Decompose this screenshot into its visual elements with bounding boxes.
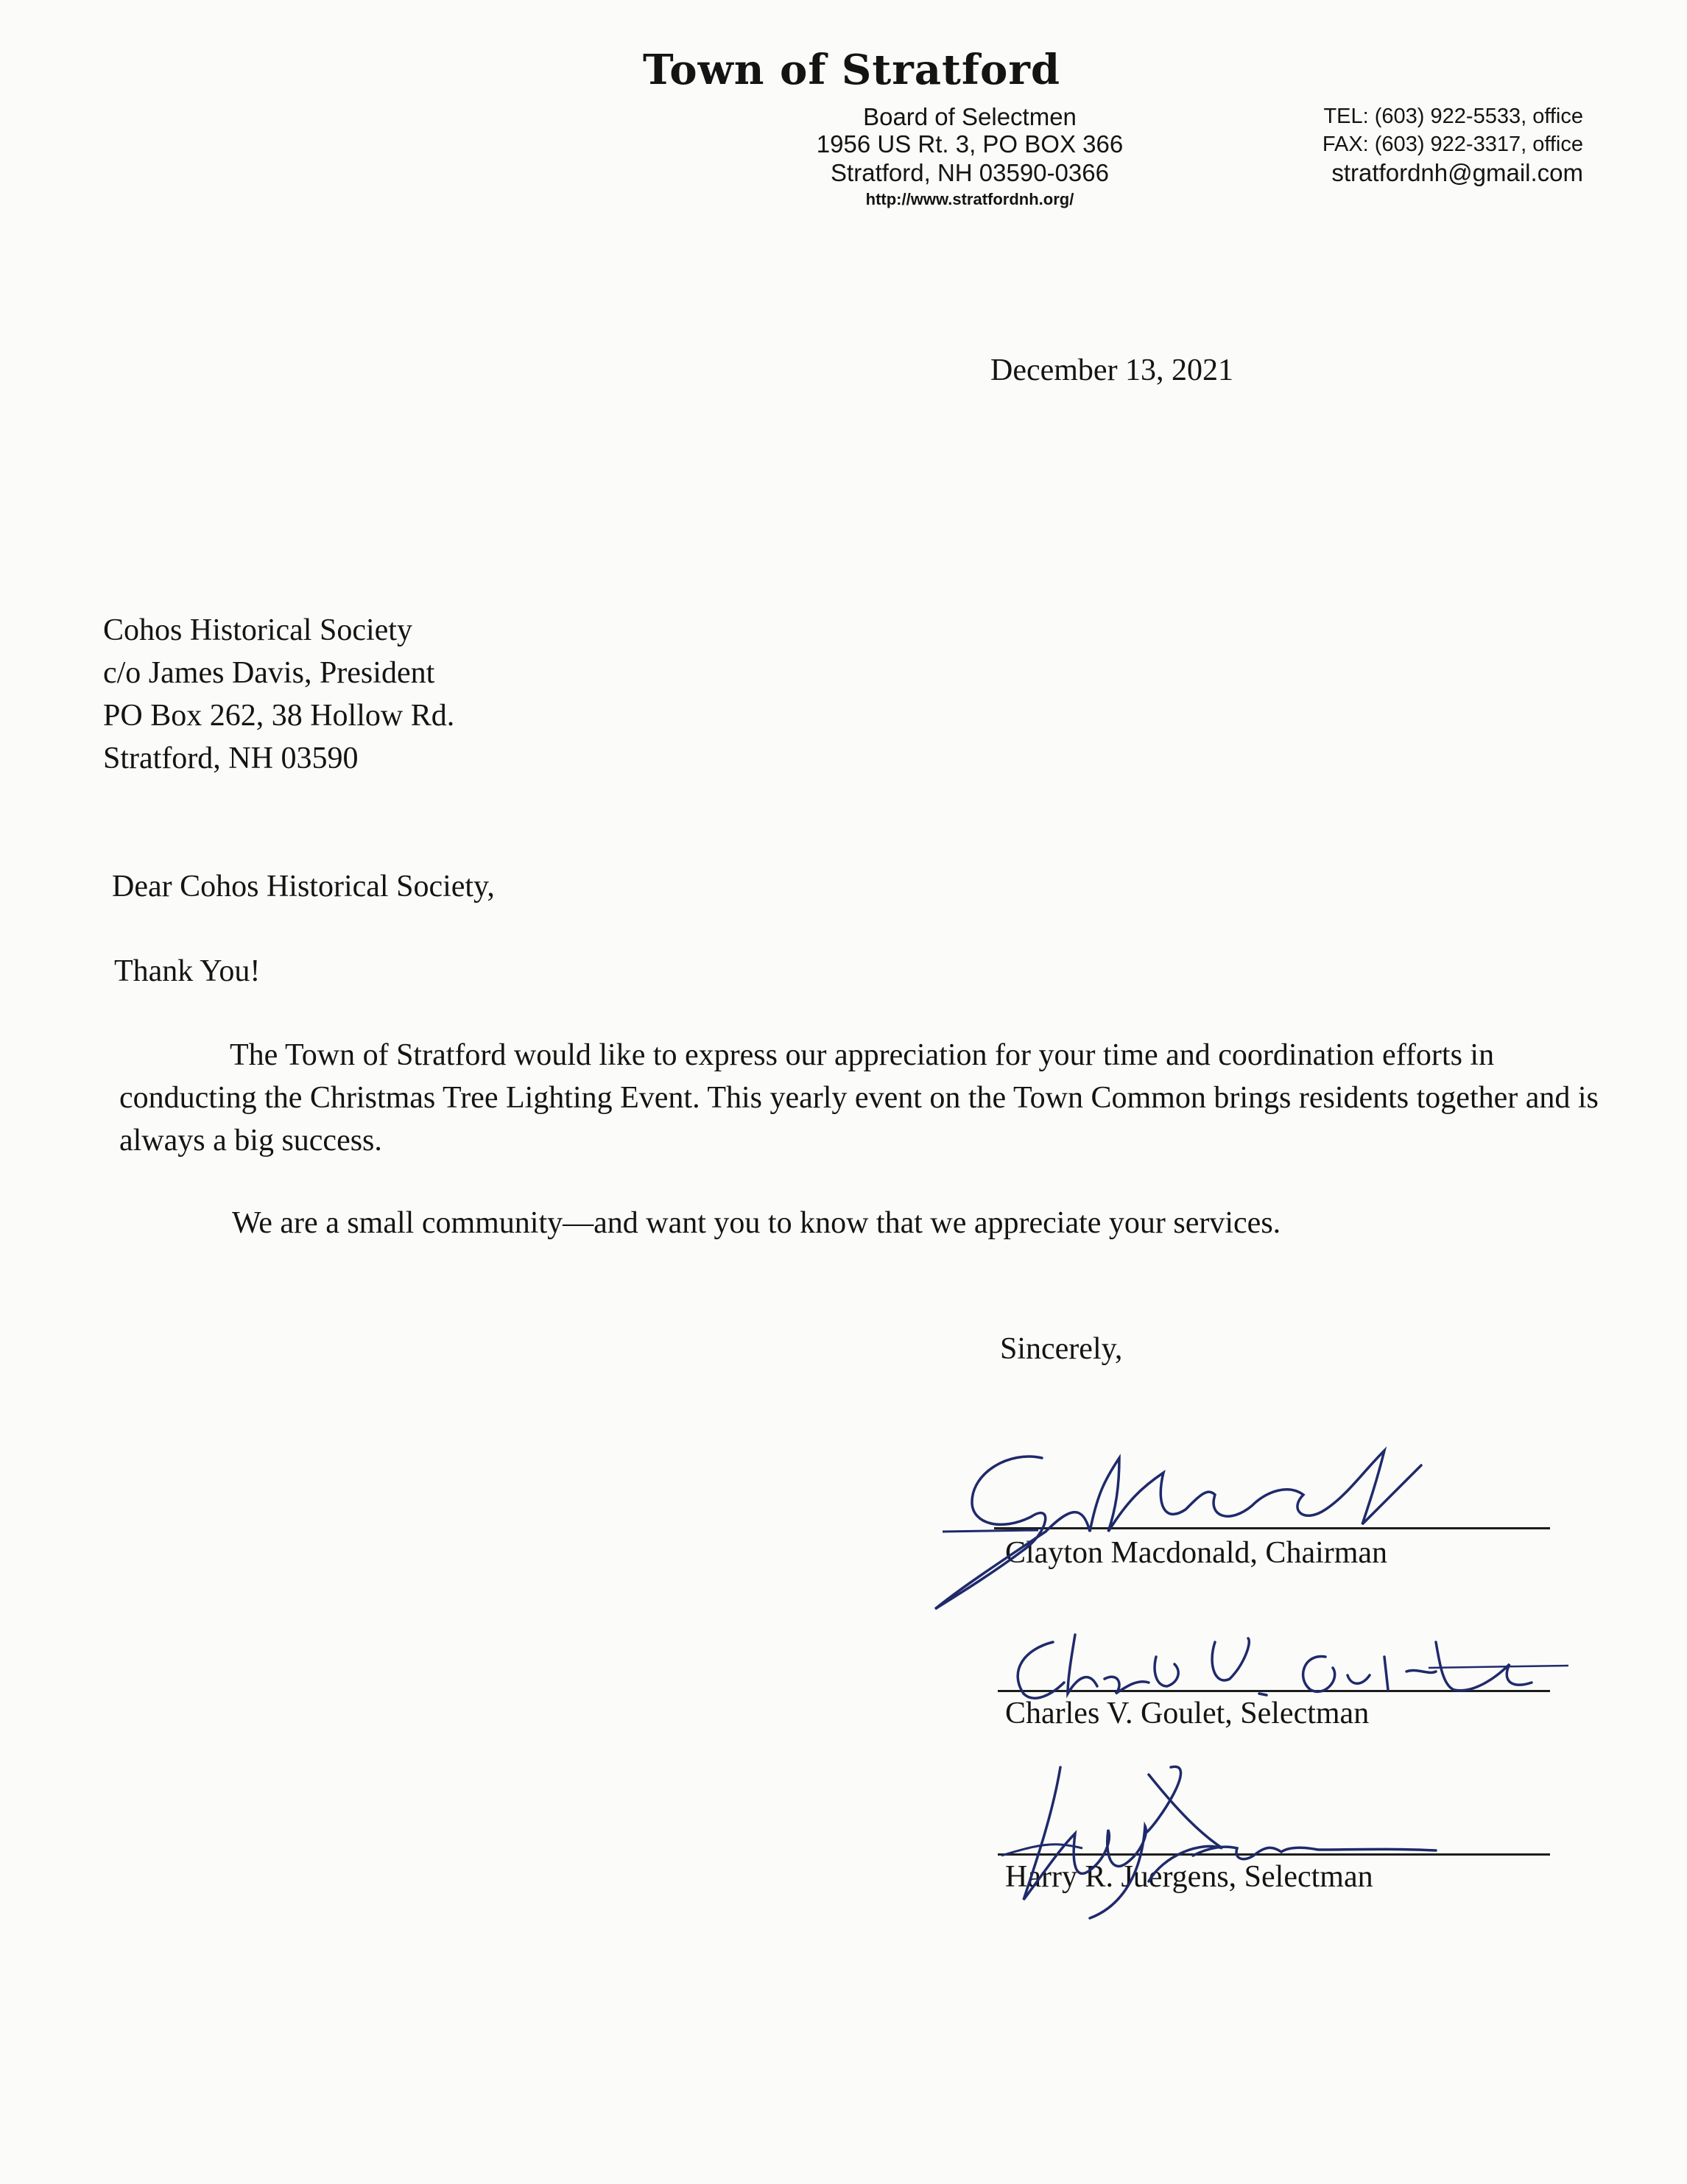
signatory-name-1: Clayton Macdonald, Chairman: [1005, 1536, 1388, 1570]
handwritten-signature-charles-goulet: [994, 1613, 1568, 1745]
recipient-line1: Cohos Historical Society: [103, 613, 412, 647]
closing: Sincerely,: [1000, 1332, 1123, 1366]
letter-date: December 13, 2021: [990, 353, 1234, 387]
letterhead-address-line1: 1956 US Rt. 3, PO BOX 366: [816, 130, 1124, 158]
greeting: Thank You!: [114, 954, 261, 988]
letterhead-fax: FAX: (603) 922-3317, office: [1322, 133, 1583, 156]
letterhead-tel: TEL: (603) 922-5533, office: [1323, 105, 1583, 128]
salutation: Dear Cohos Historical Society,: [112, 870, 495, 903]
signatory-name-3: Harry R. Juergens, Selectman: [1005, 1860, 1373, 1894]
letterhead-title: Town of Stratford: [642, 46, 1060, 94]
handwritten-signature-harry-juergens: [979, 1753, 1568, 1922]
letterhead-subtitle: Board of Selectmen: [863, 103, 1077, 130]
letterhead-website: http://www.stratfordnh.org/: [865, 190, 1074, 208]
recipient-line3: PO Box 262, 38 Hollow Rd.: [103, 699, 455, 733]
body-paragraph-1: The Town of Stratford would like to express our appreciation for your time and coordination efforts in conducting the Christmas Tree Lighting Event. This yearly event on the Town Common brings residents together and is always a big success.: [119, 1038, 1599, 1158]
letterhead-email: stratfordnh@gmail.com: [1331, 159, 1583, 186]
recipient-line2: c/o James Davis, President: [103, 656, 435, 690]
signatory-name-2: Charles V. Goulet, Selectman: [1005, 1697, 1370, 1730]
recipient-line4: Stratford, NH 03590: [103, 741, 359, 775]
letterhead-address-line2: Stratford, NH 03590-0366: [831, 159, 1109, 186]
handwritten-signature-clayton-macdonald: [920, 1421, 1480, 1613]
body-paragraph-2: We are a small community—and want you to know that we appreciate your services.: [232, 1206, 1281, 1240]
